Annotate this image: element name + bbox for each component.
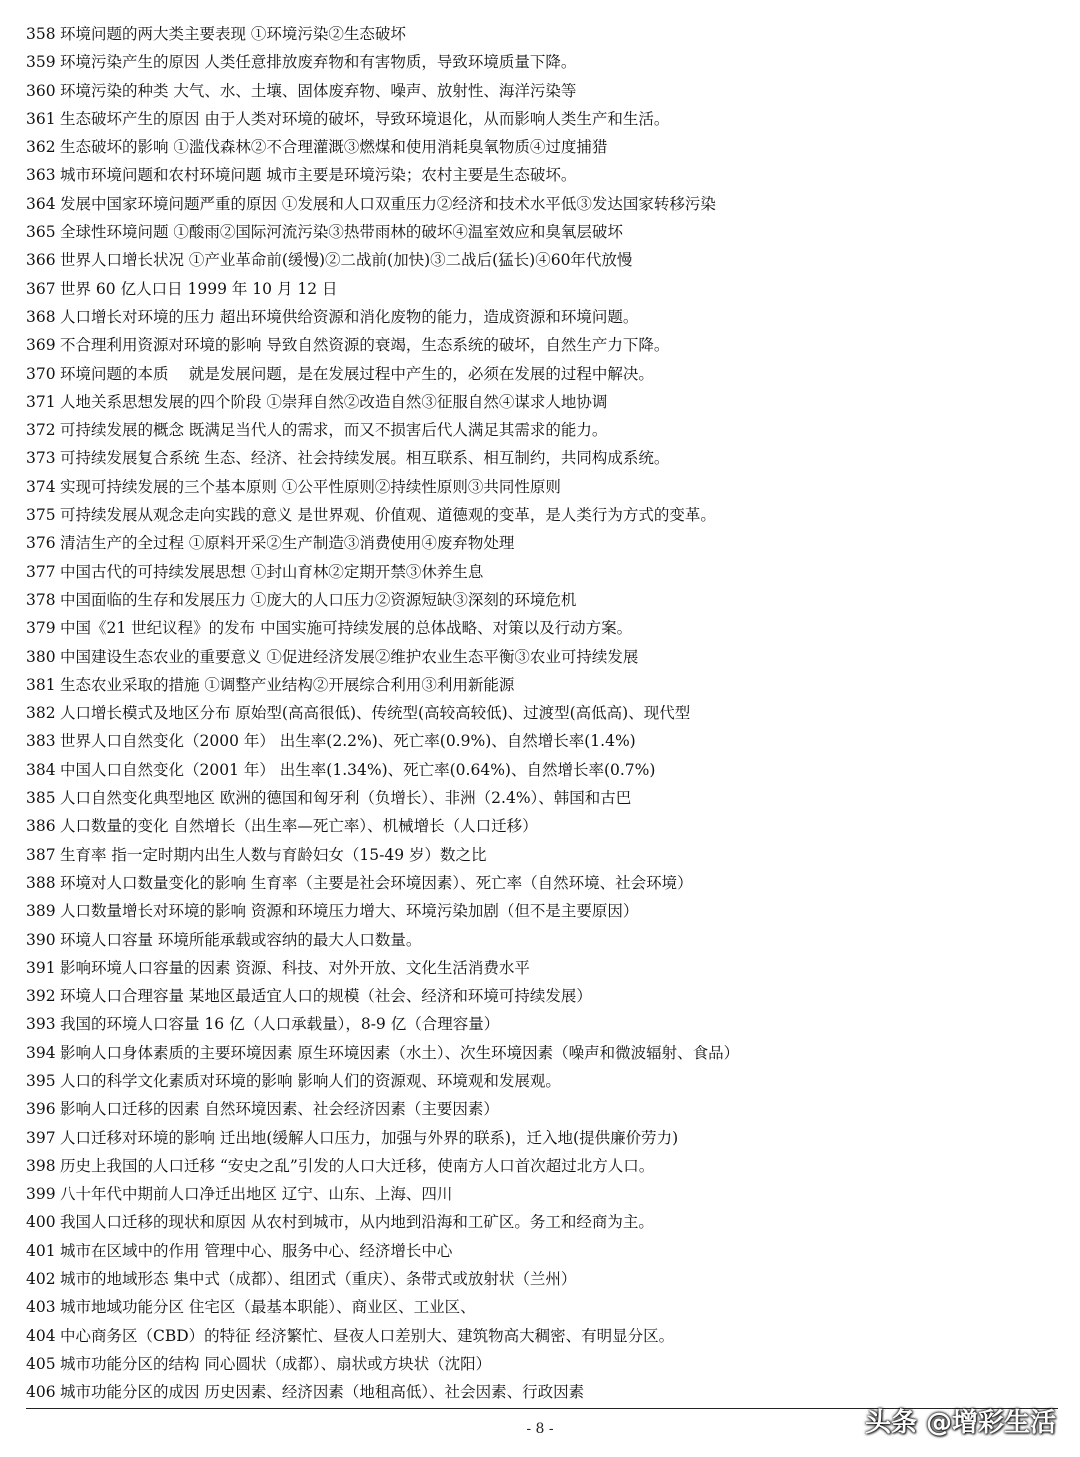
list-item — [26, 133, 1066, 161]
list-item — [26, 48, 1066, 76]
item-text: 人口增长对环境的压力 超出环境供给资源和消化废物的能力，造成资源和环境问题。 — [60, 307, 639, 326]
item-number: 373 — [26, 449, 56, 468]
list-item — [26, 1237, 1066, 1265]
list-item — [26, 1180, 1066, 1208]
list-item — [26, 1095, 1066, 1123]
item-number: 385 — [26, 789, 56, 808]
item-text: 人口自然变化典型地区 欧洲的德国和匈牙利（负增长）、非洲（2.4%）、韩国和古巴 — [60, 789, 632, 808]
item-text: 城市地域功能分区 住宅区（最基本职能）、商业区、工业区、 — [60, 1298, 476, 1317]
item-number: 395 — [26, 1071, 56, 1090]
item-number: 398 — [26, 1156, 56, 1175]
item-text: 中国人口自然变化（2001 年） 出生率(1.34%)、死亡率(0.64%)、自然增长率(0.7%) — [60, 760, 656, 779]
list-item — [26, 699, 1066, 727]
item-number: 392 — [26, 987, 56, 1006]
list-item — [26, 331, 1066, 359]
list-item — [26, 727, 1066, 755]
item-text: 发展中国家环境问题严重的原因 ①发展和人口双重压力②经济和技术水平低③发达国家转移污染 — [60, 194, 716, 213]
item-text: 世界 60 亿人口日 1999 年 10 月 12 日 — [60, 279, 338, 298]
item-number: 399 — [26, 1185, 56, 1204]
item-number: 380 — [26, 647, 56, 666]
item-text: 影响人口身体素质的主要环境因素 原生环境因素（水土）、次生环境因素（噪声和微波辐射、食品） — [60, 1043, 740, 1062]
list-item — [26, 77, 1066, 105]
list-item — [26, 303, 1066, 331]
item-text: 清洁生产的全过程 ①原料开采②生产制造③消费使用④废弃物处理 — [60, 534, 515, 553]
list-item — [26, 954, 1066, 982]
item-number: 382 — [26, 704, 56, 723]
item-text: 全球性环境问题 ①酸雨②国际河流污染③热带雨林的破坏④温室效应和臭氧层破坏 — [60, 223, 623, 242]
item-text: 中国建设生态农业的重要意义 ①促进经济发展②维护农业生态平衡③农业可持续发展 — [60, 647, 639, 666]
item-number: 391 — [26, 958, 56, 977]
item-text: 环境污染产生的原因 人类任意排放废弃物和有害物质，导致环境质量下降。 — [60, 53, 577, 72]
list-item — [26, 1350, 1066, 1378]
list-item — [26, 756, 1066, 784]
item-text: 环境污染的种类 大气、水、土壤、固体废弃物、噪声、放射性、海洋污染等 — [60, 81, 577, 100]
item-number: 389 — [26, 902, 56, 921]
item-text: 人口数量的变化 自然增长（出生率—死亡率）、机械增长（人口迁移） — [60, 817, 538, 836]
item-text: 环境人口合理容量 某地区最适宜人口的规模（社会、经济和环境可持续发展） — [60, 987, 592, 1006]
list-item — [26, 190, 1066, 218]
item-text: 生育率 指一定时期内出生人数与育龄妇女（15-49 岁）数之比 — [60, 845, 487, 864]
list-item — [26, 1124, 1066, 1152]
item-text: 实现可持续发展的三个基本原则 ①公平性原则②持续性原则③共同性原则 — [60, 477, 561, 496]
item-number: 390 — [26, 930, 56, 949]
item-number: 377 — [26, 562, 56, 581]
item-number: 366 — [26, 251, 56, 270]
item-number: 388 — [26, 873, 56, 892]
list-item — [26, 246, 1066, 274]
item-number: 381 — [26, 675, 56, 694]
item-number: 383 — [26, 732, 56, 751]
list-item — [26, 20, 1066, 48]
item-number: 372 — [26, 421, 56, 440]
list-item — [26, 416, 1066, 444]
item-text: 影响人口迁移的因素 自然环境因素、社会经济因素（主要因素） — [60, 1100, 499, 1119]
list-item — [26, 1010, 1066, 1038]
item-text: 环境对人口数量变化的影响 生育率（主要是社会环境因素）、死亡率（自然环境、社会环境） — [60, 873, 693, 892]
item-number: 397 — [26, 1128, 56, 1147]
list-item — [26, 473, 1066, 501]
item-number: 405 — [26, 1354, 56, 1373]
list-item — [26, 643, 1066, 671]
item-number: 370 — [26, 364, 56, 383]
item-number: 379 — [26, 619, 56, 638]
item-text: 影响环境人口容量的因素 资源、科技、对外开放、文化生活消费水平 — [60, 958, 530, 977]
item-number: 387 — [26, 845, 56, 864]
item-number: 362 — [26, 138, 56, 157]
item-number: 360 — [26, 81, 56, 100]
item-number: 375 — [26, 506, 56, 525]
item-text: 城市功能分区的成因 历史因素、经济因素（地租高低）、社会因素、行政因素 — [60, 1383, 585, 1402]
item-text: 人口迁移对环境的影响 迁出地(缓解人口压力，加强与外界的联系)，迁入地(提供廉价劳力) — [60, 1128, 679, 1147]
list-item — [26, 360, 1066, 388]
item-number: 371 — [26, 392, 56, 411]
list-item — [26, 218, 1066, 246]
item-text: 我国的环境人口容量 16 亿（人口承载量），8-9 亿（合理容量） — [60, 1015, 500, 1034]
item-number: 363 — [26, 166, 56, 185]
item-text: 环境人口容量 环境所能承载或容纳的最大人口数量。 — [60, 930, 422, 949]
item-text: 不合理利用资源对环境的影响 导致自然资源的衰竭，生态系统的破坏，自然生产力下降。 — [60, 336, 670, 355]
item-number: 367 — [26, 279, 56, 298]
item-text: 人口的科学文化素质对环境的影响 影响人们的资源观、环境观和发展观。 — [60, 1071, 561, 1090]
item-number: 374 — [26, 477, 56, 496]
list-item — [26, 1265, 1066, 1293]
list-item — [26, 926, 1066, 954]
item-number: 368 — [26, 307, 56, 326]
knowledge-list — [26, 20, 1066, 1407]
list-item — [26, 161, 1066, 189]
list-item — [26, 671, 1066, 699]
item-text: 城市在区域中的作用 管理中心、服务中心、经济增长中心 — [60, 1241, 453, 1260]
list-item — [26, 614, 1066, 642]
list-item — [26, 784, 1066, 812]
item-text: 中国面临的生存和发展压力 ①庞大的人口压力②资源短缺③深刻的环境危机 — [60, 590, 577, 609]
item-number: 384 — [26, 760, 56, 779]
list-item — [26, 982, 1066, 1010]
item-text: 可持续发展从观念走向实践的意义 是世界观、价值观、道德观的变革，是人类行为方式的变革。 — [60, 506, 716, 525]
list-item — [26, 1039, 1066, 1067]
item-text: 可持续发展的概念 既满足当代人的需求，而又不损害后代人满足其需求的能力。 — [60, 421, 608, 440]
list-item — [26, 841, 1066, 869]
item-text: 环境问题的两大类主要表现 ①环境污染②生态破坏 — [60, 25, 406, 43]
item-number: 361 — [26, 109, 56, 128]
item-text: 人口数量增长对环境的影响 资源和环境压力增大、环境污染加剧（但不是主要原因） — [60, 902, 639, 921]
list-item — [26, 1067, 1066, 1095]
item-text: 可持续发展复合系统 生态、经济、社会持续发展。相互联系、相互制约，共同构成系统。 — [60, 449, 670, 468]
item-number: 359 — [26, 53, 56, 72]
watermark: 头条 @增彩生活 — [864, 1408, 1056, 1438]
item-number: 394 — [26, 1043, 56, 1062]
list-item — [26, 501, 1066, 529]
item-number: 378 — [26, 590, 56, 609]
item-text: 生态破坏的影响 ①滥伐森林②不合理灌溉③燃煤和使用消耗臭氧物质④过度捕猎 — [60, 138, 608, 157]
item-number: 402 — [26, 1270, 56, 1289]
item-text: 世界人口增长状况 ①产业革命前(缓慢)②二战前(加快)③二战后(猛长)④60年代放慢 — [60, 251, 633, 270]
list-item — [26, 529, 1066, 557]
list-item — [26, 812, 1066, 840]
list-item — [26, 105, 1066, 133]
item-text: 中国古代的可持续发展思想 ①封山育林②定期开禁③休养生息 — [60, 562, 484, 581]
item-text: 历史上我国的人口迁移 “安史之乱”引发的人口大迁移，使南方人口首次超过北方人口。 — [60, 1156, 655, 1175]
list-item — [26, 1208, 1066, 1236]
item-text: 中国《21 世纪议程》的发布 中国实施可持续发展的总体战略、对策以及行动方案。 — [60, 619, 633, 638]
item-number: 369 — [26, 336, 56, 355]
list-item — [26, 388, 1066, 416]
list-item — [26, 1322, 1066, 1350]
item-number: 376 — [26, 534, 56, 553]
item-number: 403 — [26, 1298, 56, 1317]
list-item — [26, 558, 1066, 586]
item-number: 406 — [26, 1383, 56, 1402]
item-text: 中心商务区（CBD）的特征 经济繁忙、昼夜人口差别大、建筑物高大稠密、有明显分区。 — [60, 1326, 675, 1345]
item-number: 400 — [26, 1213, 56, 1232]
item-text: 环境问题的本质 就是发展问题，是在发展过程中产生的，必须在发展的过程中解决。 — [60, 364, 654, 383]
item-number: 364 — [26, 194, 56, 213]
item-number: 396 — [26, 1100, 56, 1119]
item-number: 393 — [26, 1015, 56, 1034]
list-item — [26, 444, 1066, 472]
item-number: 365 — [26, 223, 56, 242]
list-item — [26, 586, 1066, 614]
item-text: 世界人口自然变化（2000 年） 出生率(2.2%)、死亡率(0.9%)、自然增长率(1.4%) — [60, 732, 636, 751]
item-number: 404 — [26, 1326, 56, 1345]
item-number: 358 — [26, 25, 56, 43]
item-text: 人口增长模式及地区分布 原始型(高高很低)、传统型(高较高较低)、过渡型(高低高)、现代型 — [60, 704, 691, 723]
item-text: 生态农业采取的措施 ①调整产业结构②开展综合利用③利用新能源 — [60, 675, 515, 694]
list-item — [26, 897, 1066, 925]
item-text: 城市环境问题和农村环境问题 城市主要是环境污染；农村主要是生态破坏。 — [60, 166, 577, 185]
item-text: 城市的地域形态 集中式（成都）、组团式（重庆）、条带式或放射状（兰州） — [60, 1270, 577, 1289]
item-text: 八十年代中期前人口净迁出地区 辽宁、山东、上海、四川 — [60, 1185, 453, 1204]
item-number: 386 — [26, 817, 56, 836]
page-number: - 8 - — [526, 1421, 554, 1437]
list-item — [26, 1152, 1066, 1180]
item-text: 城市功能分区的结构 同心圆状（成都）、扇状或方块状（沈阳） — [60, 1354, 492, 1373]
item-number: 401 — [26, 1241, 56, 1260]
list-item — [26, 1293, 1066, 1321]
list-item — [26, 869, 1066, 897]
item-text: 生态破坏产生的原因 由于人类对环境的破坏，导致环境退化，从而影响人类生产和生活。 — [60, 109, 670, 128]
list-item — [26, 275, 1066, 303]
item-text: 我国人口迁移的现状和原因 从农村到城市，从内地到沿海和工矿区。务工和经商为主。 — [60, 1213, 654, 1232]
item-text: 人地关系思想发展的四个阶段 ①崇拜自然②改造自然③征服自然④谋求人地协调 — [60, 392, 608, 411]
